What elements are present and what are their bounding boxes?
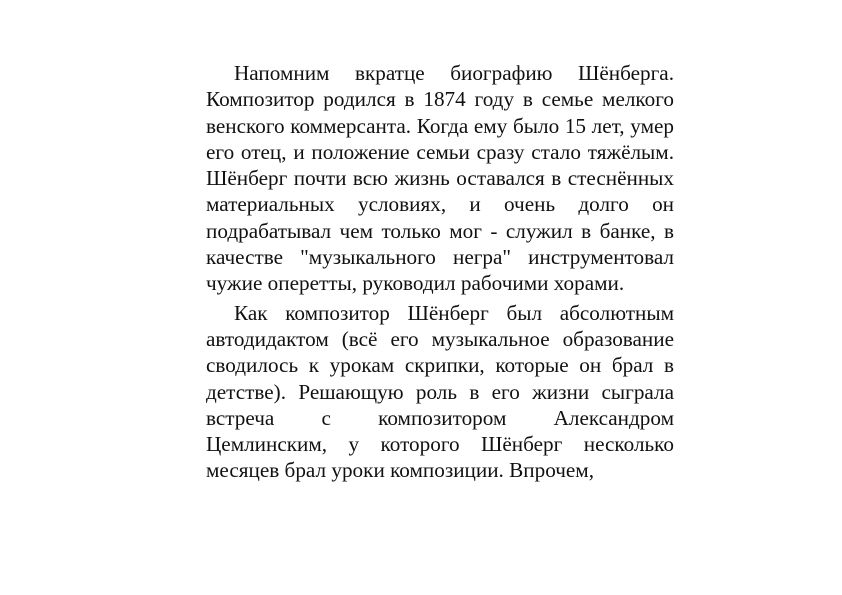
paragraph-autodidact: Как композитор Шёнберг был абсолютным автодидактом (всё его музыкальное образование сводилось к урокам скрипки, которые он брал в детстве). Решающую роль в его жизни сыграла встреча с композитором Александром Цемлинским, у которого Шёнберг несколько месяцев брал уроки композиции. Впрочем, [206, 300, 674, 483]
paragraph-biography-intro: Напомним вкратце биографию Шёнберга. Композитор родился в 1874 году в семье мелкого венского коммерсанта. Когда ему было 15 лет, умер его отец, и положение семьи сразу стало тяжёлым. Шёнберг почти всю жизнь оставался в стеснённых материальных условиях, и очень долго он подрабатывал чем только мог - служил в банке, в качестве "музыкального негра" инструментовал чужие оперетты, руководил рабочими хорами. [206, 61, 674, 296]
document-body [206, 60, 674, 484]
